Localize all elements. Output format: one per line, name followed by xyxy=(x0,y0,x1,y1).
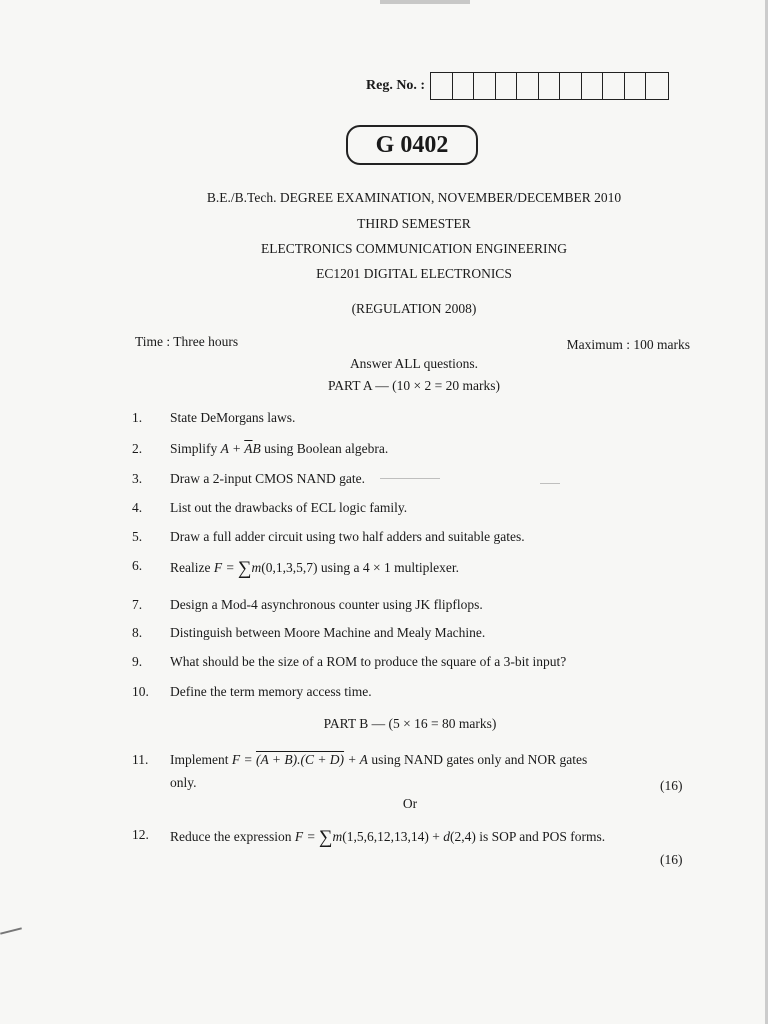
question-text: Define the term memory access time. xyxy=(170,684,372,699)
question-number: 9. xyxy=(132,654,143,669)
question-text-part: Implement xyxy=(170,752,232,767)
question-text: Distinguish between Moore Machine and Mealy Machine. xyxy=(170,625,486,640)
reg-no-field xyxy=(366,72,669,100)
scan-edge xyxy=(380,0,470,4)
question-number: 8. xyxy=(132,625,143,640)
question-number: 4. xyxy=(132,500,143,515)
question-11-continued xyxy=(170,775,197,791)
question-text: List out the drawbacks of ECL logic family. xyxy=(170,500,408,515)
math-expr: (2,4) xyxy=(449,829,476,844)
question-12 xyxy=(132,827,605,849)
department: ELECTRONICS COMMUNICATION ENGINEERING xyxy=(261,241,567,256)
math-expr-overline: (A + B).(C + D) xyxy=(255,752,345,767)
part-a-title: PART A — (10 × 2 = 20 marks) xyxy=(328,378,500,393)
math-expr: m xyxy=(251,560,262,575)
question-text xyxy=(170,752,587,768)
reg-no-box xyxy=(474,73,496,99)
question-number: 2. xyxy=(132,441,143,456)
time-allowed: Time : Three hours xyxy=(135,334,239,349)
instruction: Answer ALL questions. xyxy=(349,356,479,371)
semester: THIRD SEMESTER xyxy=(357,216,471,231)
question-1 xyxy=(132,410,295,426)
question-2 xyxy=(132,441,388,457)
sigma-symbol: ∑ xyxy=(318,827,333,848)
reg-no-box xyxy=(453,73,475,99)
scan-mark xyxy=(0,927,22,934)
math-expr: A + xyxy=(220,441,245,456)
question-text: Draw a full adder circuit using two half adders and suitable gates. xyxy=(170,529,525,544)
question-11-marks: (16) xyxy=(660,778,683,793)
question-number: 10. xyxy=(132,684,149,699)
math-expr: B xyxy=(252,441,261,456)
reg-no-box xyxy=(560,73,582,99)
math-expr: (1,5,6,12,13,14) + xyxy=(342,829,444,844)
question-text: Design a Mod-4 asynchronous counter using JK flipflops. xyxy=(170,597,483,612)
question-text-part: Simplify xyxy=(170,441,221,456)
question-text-part: using a 4 × 1 multiplexer. xyxy=(317,560,459,575)
part-b-title: PART B — (5 × 16 = 80 marks) xyxy=(323,716,497,731)
question-text-part: using NAND gates only and NOR gates xyxy=(367,752,588,767)
sigma-symbol: ∑ xyxy=(237,558,252,579)
question-number: 5. xyxy=(132,529,143,544)
math-expr: + A xyxy=(344,752,368,767)
or-separator: Or xyxy=(402,796,418,811)
question-text: State DeMorgans laws. xyxy=(170,410,296,425)
question-text xyxy=(170,441,388,457)
question-text-part: is SOP and POS forms. xyxy=(475,829,606,844)
question-8 xyxy=(132,625,485,641)
question-5 xyxy=(132,529,525,545)
scan-mark xyxy=(380,478,440,479)
reg-no-box xyxy=(603,73,625,99)
reg-no-boxes xyxy=(430,72,669,100)
math-expr-overline: $\overline{A}$ xyxy=(244,441,253,456)
question-11 xyxy=(132,752,587,768)
reg-no-box xyxy=(646,73,668,99)
question-text: Draw a 2-input CMOS NAND gate. xyxy=(170,471,365,486)
paper-code: G 0402 xyxy=(346,125,478,165)
question-4 xyxy=(132,500,407,516)
question-number: 12. xyxy=(132,827,149,842)
question-text xyxy=(170,558,459,580)
question-number: 6. xyxy=(132,558,143,573)
reg-no-label: Reg. No. : xyxy=(366,78,426,93)
reg-no-box xyxy=(582,73,604,99)
question-12-marks: (16) xyxy=(660,852,683,867)
math-expr: F = xyxy=(294,829,319,844)
reg-no-box xyxy=(539,73,561,99)
question-6 xyxy=(132,558,459,580)
math-expr: d xyxy=(443,829,450,844)
question-9 xyxy=(132,654,566,670)
reg-no-box xyxy=(625,73,647,99)
question-text-part: Reduce the expression xyxy=(170,829,295,844)
math-expr: (0,1,3,5,7) xyxy=(261,560,318,575)
question-7 xyxy=(132,597,483,613)
question-number: 7. xyxy=(132,597,143,612)
question-text: only. xyxy=(170,775,197,790)
reg-no-box xyxy=(431,73,453,99)
question-text-part: Realize xyxy=(170,560,214,575)
question-text: What should be the size of a ROM to produce the square of a 3-bit input? xyxy=(170,654,567,669)
math-expr: F = xyxy=(213,560,238,575)
reg-no-box xyxy=(517,73,539,99)
exam-title: B.E./B.Tech. DEGREE EXAMINATION, NOVEMBER/DECEMBER 2010 xyxy=(206,190,622,205)
question-number: 1. xyxy=(132,410,143,425)
scan-mark xyxy=(540,483,560,484)
question-text xyxy=(170,827,605,849)
question-text-part: using Boolean algebra. xyxy=(260,441,389,456)
course: EC1201 DIGITAL ELECTRONICS xyxy=(316,266,512,281)
math-expr: m xyxy=(332,829,343,844)
question-10 xyxy=(132,684,372,700)
reg-no-box xyxy=(496,73,518,99)
math-expr: F = xyxy=(231,752,256,767)
question-number: 3. xyxy=(132,471,143,486)
regulation: (REGULATION 2008) xyxy=(351,301,477,316)
max-marks: Maximum : 100 marks xyxy=(566,337,690,352)
question-number: 11. xyxy=(132,752,149,767)
question-3 xyxy=(132,471,365,487)
